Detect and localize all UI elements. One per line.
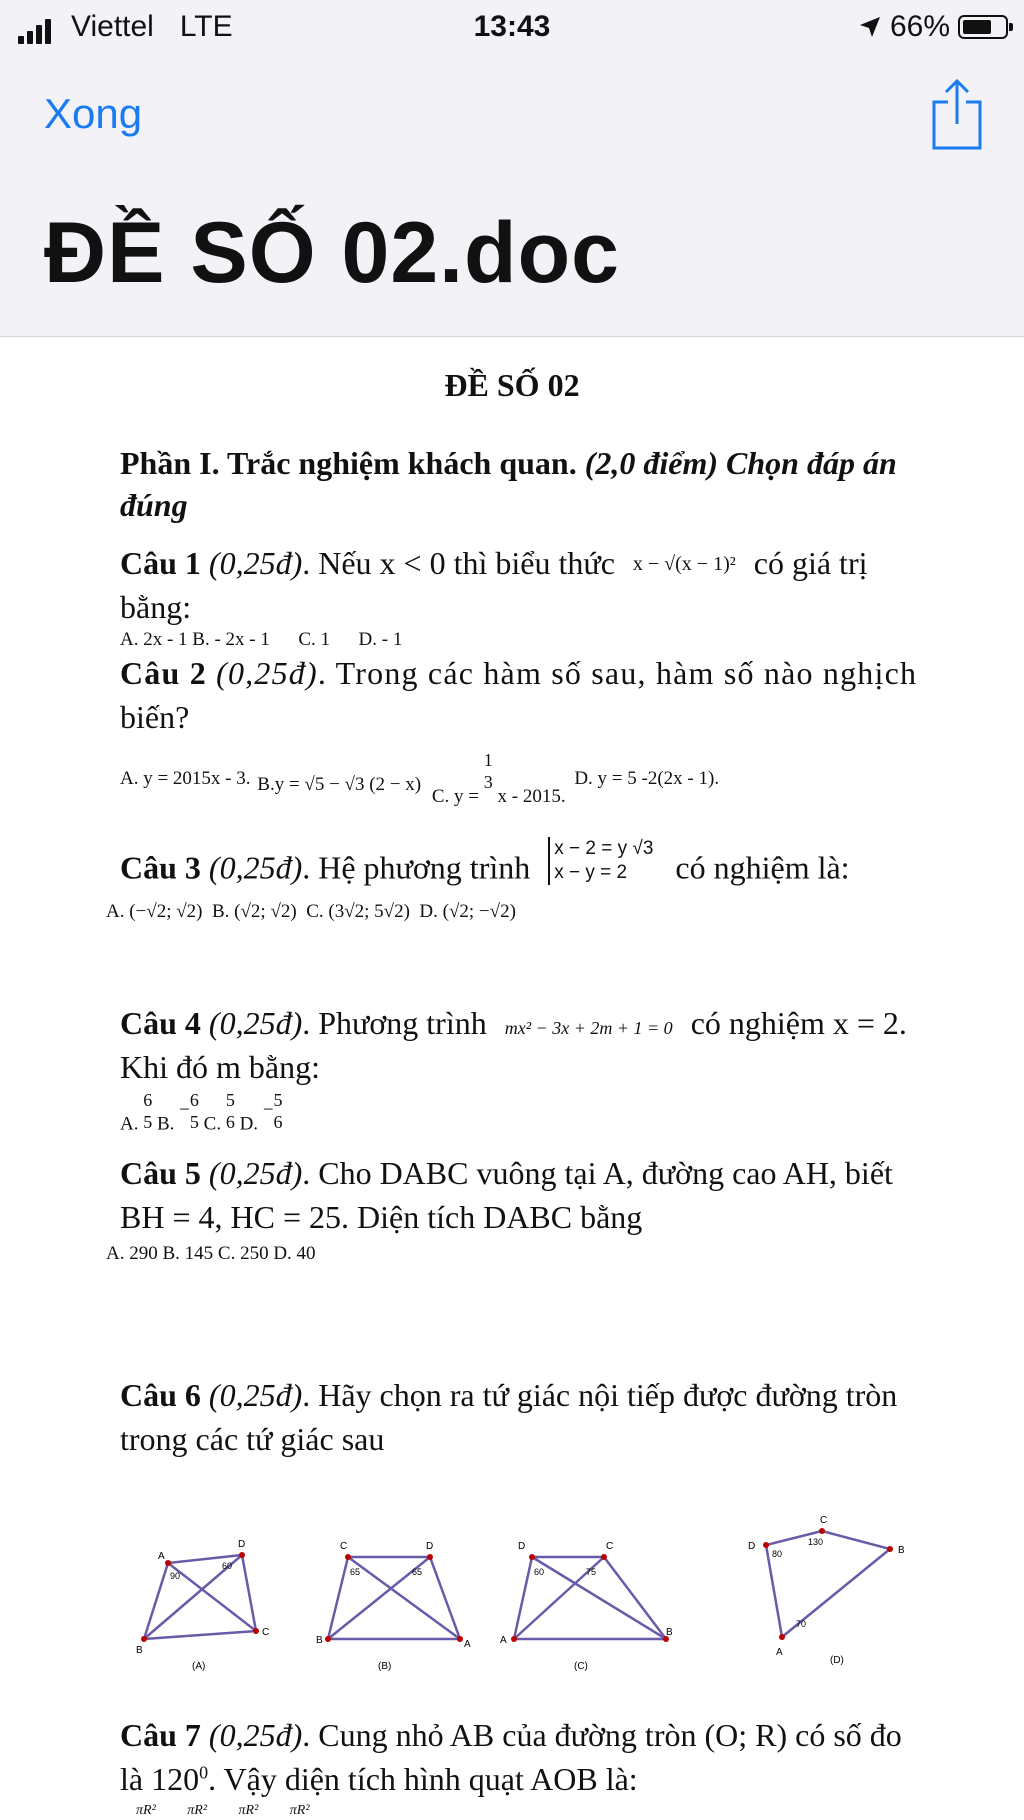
- battery-group: [858, 10, 1008, 44]
- part1-italic: (2,0 điểm) Chọn đáp án: [584, 445, 897, 481]
- q6-line2: trong các tứ giác sau: [120, 1421, 385, 1457]
- q4-expression: mx² − 3x + 2m + 1 = 0: [504, 1018, 673, 1038]
- fig-d-angle-2: 80: [772, 1549, 783, 1559]
- fig-b-label-2: C: [340, 1541, 348, 1552]
- quadrilateral-b-figure: [312, 1517, 472, 1677]
- fig-d-label-2: D: [748, 1541, 756, 1552]
- battery-percent: 66%: [889, 10, 950, 43]
- q6-line1: Câu 6 (0,25đ). Hãy chọn ra tứ giác nội tiếp được đường tròn: [120, 1377, 898, 1413]
- quadrilateral-d-figure: [740, 1497, 910, 1677]
- part1-bold: Phần I. Trắc nghiệm khách quan.: [120, 445, 577, 481]
- q5-line1: Câu 5 (0,25đ). Cho DABC vuông tại A, đường cao AH, biết: [120, 1155, 893, 1191]
- fig-b-label-1: B: [316, 1635, 323, 1646]
- q4-options: A. 6 5 B. −6 5 C. 5 6 D. −5 6: [120, 1090, 283, 1135]
- nav-header: [0, 56, 1024, 337]
- quadrilateral-a-figure: [130, 1517, 280, 1677]
- fig-a-label-4: D: [238, 1539, 246, 1550]
- q7-options-partial: πR² πR² πR² πR²: [136, 1803, 310, 1818]
- fig-b-angle-1: 65: [350, 1567, 361, 1577]
- fig-b-angle-2: 65: [412, 1567, 423, 1577]
- fig-c-label-2: D: [518, 1541, 526, 1552]
- part1-title: [120, 445, 897, 482]
- q7-line1: Câu 7 (0,25đ). Cung nhỏ AB của đường tròn (O; R) có số đo: [120, 1717, 902, 1753]
- fig-d-label-4: A: [776, 1647, 783, 1658]
- fig-d-angle-1: 130: [808, 1537, 824, 1547]
- fig-c-caption: (C): [574, 1661, 588, 1672]
- q5-options: A. 290 B. 145 C. 250 D. 40: [106, 1243, 316, 1264]
- fig-b-caption: (B): [378, 1661, 392, 1672]
- fig-b-label-4: A: [464, 1639, 471, 1650]
- q1-line2: bằng:: [120, 589, 192, 625]
- fig-c-label-3: C: [606, 1541, 614, 1552]
- fig-d-label-1: C: [820, 1515, 828, 1526]
- fig-d-label-3: B: [898, 1545, 905, 1556]
- document-page: [0, 337, 1024, 1820]
- fig-c-label-1: A: [500, 1635, 507, 1646]
- fig-a-caption: (A): [192, 1661, 206, 1672]
- fig-c-label-4: B: [666, 1627, 673, 1638]
- clock: 13:43: [473, 10, 551, 43]
- fig-b-label-3: D: [426, 1541, 434, 1552]
- q7-line2: là $120^0$. Vậy diện tích hình quạt AOB là:: [120, 1761, 638, 1797]
- fig-d-angle-3: 70: [796, 1619, 807, 1629]
- fig-a-label-2: B: [136, 1645, 143, 1656]
- fig-a-label-1: A: [158, 1551, 165, 1562]
- part1-line2: đúng: [120, 487, 188, 523]
- q2-options: A. y = 2015x - 3. B.y = √5 − √3 (2 − x) C. y = 1 3 x - 2015. D. y = 5 -2(2x - 1).: [120, 750, 720, 807]
- location-arrow-icon: [858, 15, 882, 39]
- q1-expression: x − √(x − 1)²: [632, 553, 736, 575]
- carrier-name: Viettel: [71, 10, 154, 43]
- q2-line1: Câu 2 (0,25đ). Trong các hàm số sau, hàm số nào nghịch: [120, 655, 918, 691]
- fig-a-angle-1: 90: [170, 1571, 181, 1581]
- battery-icon: [958, 15, 1008, 39]
- q1-line1: Câu 1 (0,25đ). Nếu x < 0 thì biểu thức x − √(x − 1)² có giá trị: [120, 545, 868, 581]
- q2-line2: biến?: [120, 699, 190, 735]
- quadrilateral-c-figure: [500, 1517, 680, 1677]
- network-type: LTE: [179, 10, 233, 43]
- document-title: ĐỀ SỐ 02.doc: [44, 205, 620, 301]
- fig-c-angle-1: 60: [534, 1567, 545, 1577]
- fig-c-angle-2: 75: [586, 1567, 597, 1577]
- q5-line2: BH = 4, HC = 25. Diện tích DABC bằng: [120, 1199, 643, 1235]
- q3-system: x − 2 = y √3 x − y = 2: [548, 837, 653, 885]
- doc-heading: ĐỀ SỐ 02: [444, 367, 580, 403]
- share-icon[interactable]: [930, 78, 984, 152]
- q1-options: A. 2x - 1 B. - 2x - 1 C. 1 D. - 1: [120, 629, 403, 650]
- q3-options: A. (−√2; √2) B. (√2; √2) C. (3√2; 5√2) D. (√2; −√2): [106, 901, 516, 922]
- q4-line2: Khi đó m bằng:: [120, 1049, 320, 1085]
- done-button[interactable]: Xong: [44, 90, 143, 137]
- status-bar: [0, 0, 1024, 56]
- fig-a-label-3: C: [262, 1627, 270, 1638]
- fig-d-caption: (D): [830, 1655, 844, 1666]
- q3-line1: Câu 3 (0,25đ). Hệ phương trình x − 2 = y √3 x − y = 2 có nghiệm là:: [120, 838, 850, 886]
- fig-a-angle-2: 60: [222, 1561, 233, 1571]
- q4-line1: Câu 4 (0,25đ). Phương trình mx² − 3x + 2m + 1 = 0 có nghiệm x = 2.: [120, 1005, 907, 1041]
